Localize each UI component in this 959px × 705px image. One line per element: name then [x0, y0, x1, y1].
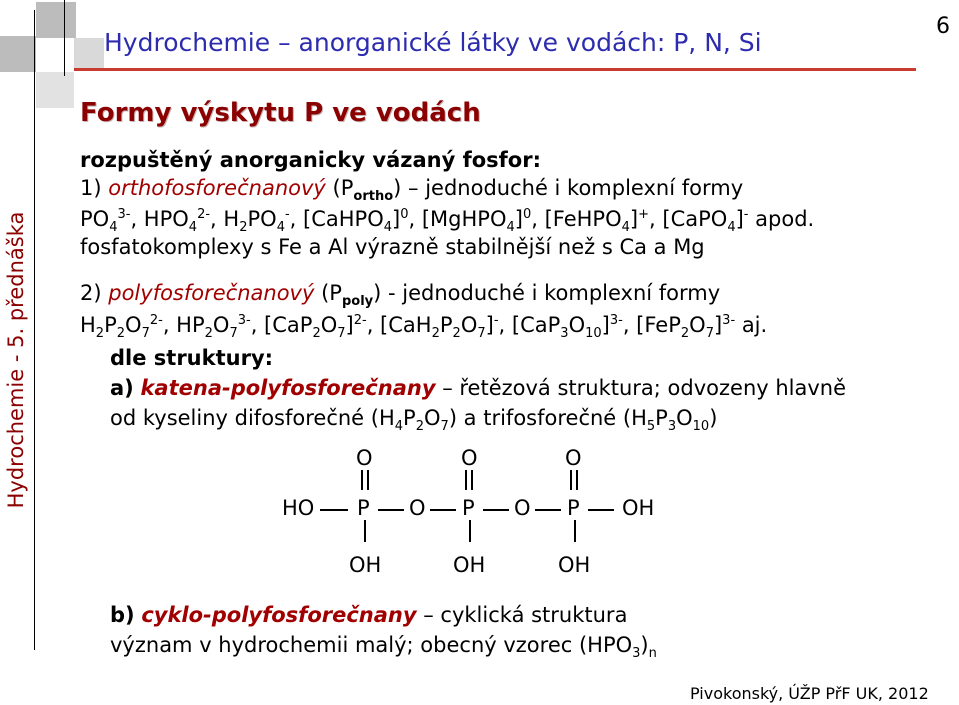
b-desc2: význam v hydrochemii malý; obecný vzorec $(HPO_3)_n$ [110, 633, 657, 661]
struct-p: P [567, 496, 580, 520]
single-bond [588, 509, 614, 511]
decor-square [74, 38, 104, 68]
struct-p: P [357, 496, 370, 520]
b-desc: – cyklická struktura [423, 603, 628, 627]
struct-top-o: O [565, 446, 582, 470]
struct-bottom-oh: OH [558, 553, 591, 577]
header-title: Hydrochemie – anorganické látky ve vodách: P, N, Si [104, 28, 762, 57]
double-bond [465, 470, 467, 490]
double-bond [471, 470, 473, 490]
decor-line [34, 10, 35, 650]
struct-ho: HO [282, 496, 315, 520]
struct-top-o: O [356, 446, 373, 470]
footer-credit: Pivokonský, ÚŽP PřF UK, 2012 [690, 684, 929, 703]
slide-heading: Formy výskytu P ve vodách [80, 98, 481, 128]
single-bond [430, 509, 456, 511]
intro-line [80, 150, 541, 171]
struct-p: P [462, 496, 475, 520]
decor-square [36, 72, 74, 108]
b-label: b) [110, 603, 135, 627]
decor-square [0, 36, 36, 72]
a-desc2: od kyseliny difosforečné $(H_4P_2O_7)$ a trifosforečné $(H_5P_3O_{10})$ [110, 406, 718, 434]
single-bond [535, 509, 561, 511]
double-bond [361, 470, 363, 490]
item1-line [80, 178, 743, 203]
item2-num: 2) [80, 281, 102, 305]
intro-text: rozpuštěný anorganicky vázaný fosfor: [80, 148, 541, 172]
single-bond-vertical [574, 520, 576, 542]
decor-square [36, 2, 76, 38]
item2-line [80, 283, 720, 308]
item2-desc: - jednoduché i komplexní formy [388, 281, 721, 305]
struct-bottom-oh: OH [453, 553, 486, 577]
decor-line [64, 0, 65, 76]
struct-oh: OH [622, 496, 655, 520]
struct-bottom-oh: OH [349, 553, 382, 577]
single-bond [320, 509, 348, 511]
single-bond [483, 509, 509, 511]
side-title: Hydrochemie - 5. přednáška [4, 211, 28, 509]
double-bond [367, 470, 369, 490]
double-bond [576, 470, 578, 490]
struct-bridge-o: O [409, 496, 426, 520]
a-term: katena-polyfosforečnany [140, 376, 436, 400]
item1-term: orthofosforečnanový [108, 176, 326, 200]
structure-label: dle struktury: [110, 346, 274, 370]
item1-sym: $(P_{ortho})$ [332, 176, 402, 204]
a-label: a) [110, 376, 134, 400]
header-rule [74, 68, 916, 71]
item2-sym: $(P_{poly})$ [321, 281, 382, 309]
a-line [110, 378, 846, 399]
struct-top-o: O [461, 446, 478, 470]
item2-species: $H_2P_2O_7^{2-}$, $HP_2O_7^{3-}$, $[CaP_2O_7]^{2-}$, $[CaH_2P_2O_7]^-$, $[CaP_3O_{10}]^{3-}$, $[FeP_2O_7]^{3-}$ aj. [80, 313, 768, 341]
item1-desc: – jednoduché i komplexní formy [408, 176, 744, 200]
single-bond-vertical [364, 520, 366, 542]
item1-num: 1) [80, 176, 102, 200]
single-bond [378, 509, 404, 511]
page-number: 6 [936, 14, 950, 39]
b-term: cyklo-polyfosforečnany [141, 603, 417, 627]
struct-bridge-o: O [514, 496, 531, 520]
single-bond-vertical [469, 520, 471, 542]
item1-species: $PO_4^{3-}$, $HPO_4^{2-}$, $H_2PO_4^-$, [CaHPO$_4$]$^0$, [MgHPO$_4$]$^0$, [FeHPO$_4$]+, [CaPO$_4$]- apod. [80, 207, 815, 235]
double-bond [570, 470, 572, 490]
a-desc: – řetězová struktura; odvozeny hlavně [442, 376, 847, 400]
b-line [110, 605, 627, 626]
item1-note: fosfatokomplexy s Fe a Al výrazně stabilnější než s Ca a Mg [80, 235, 705, 259]
item2-term: polyfosforečnanový [108, 281, 315, 305]
